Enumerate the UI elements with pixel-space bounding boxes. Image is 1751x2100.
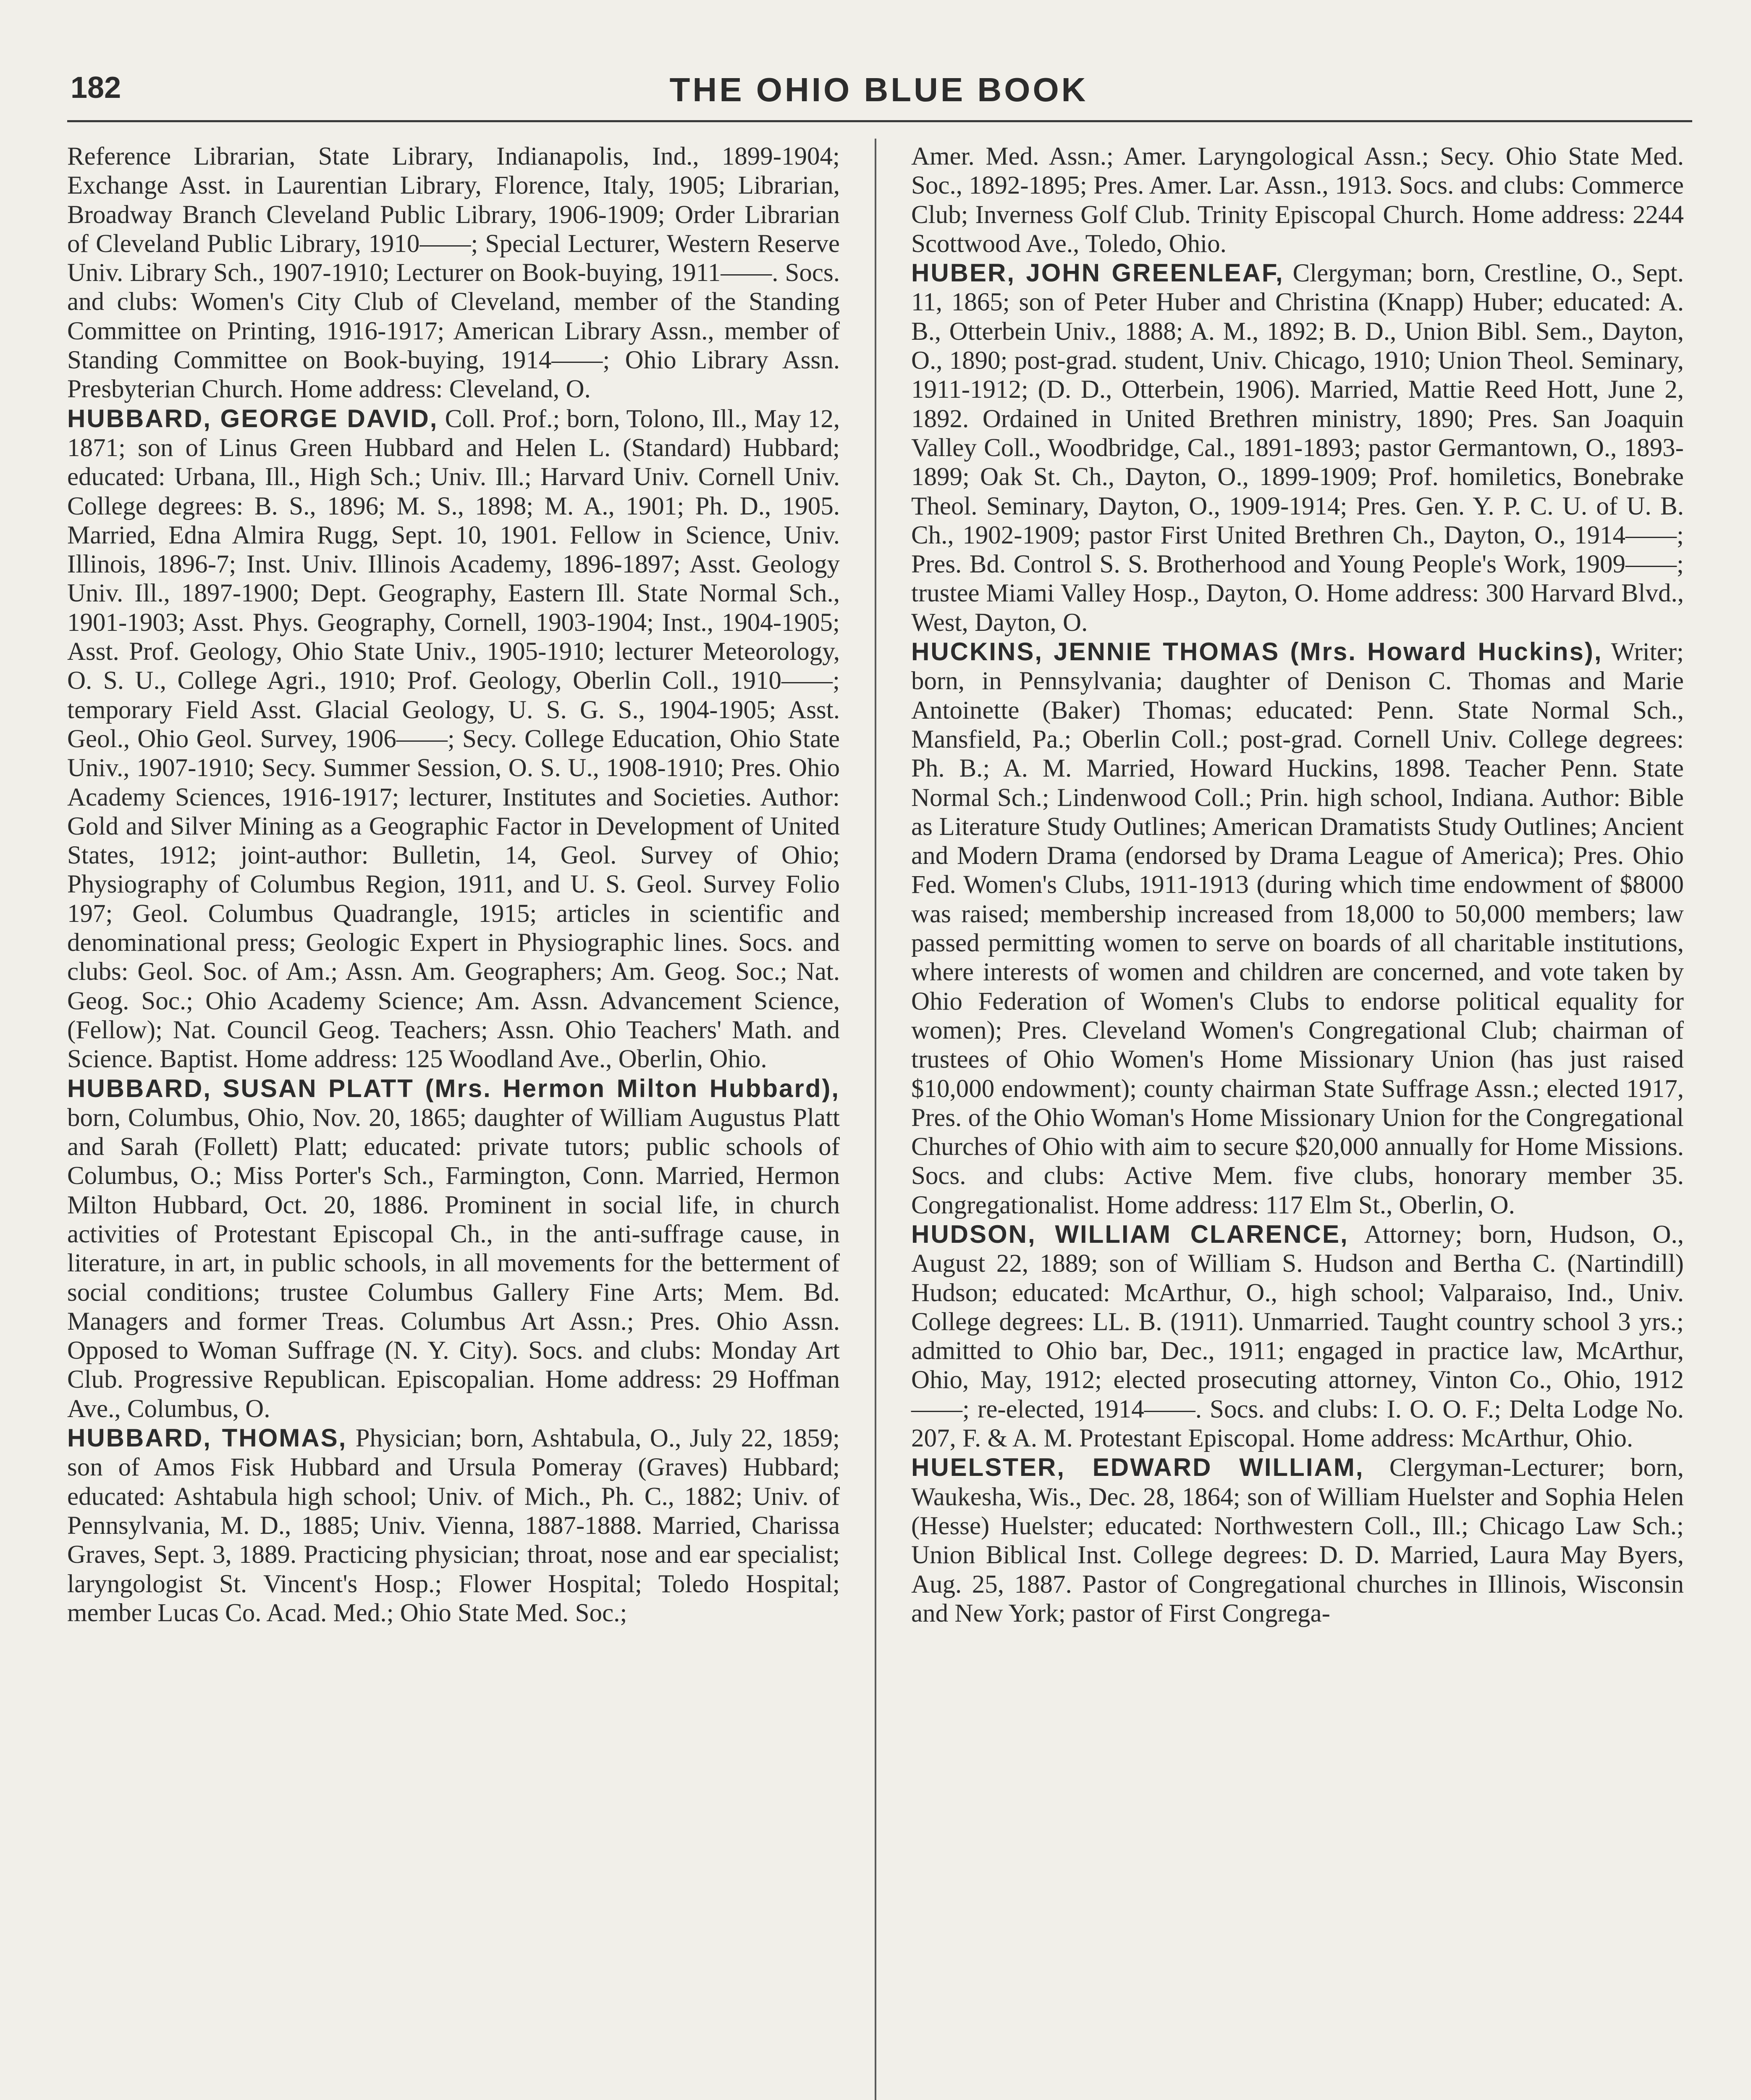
entry-hubbard-george-david [67,404,840,1074]
entry-name: HUBBARD, GEORGE DAVID, [67,404,438,433]
running-head: THE OHIO BLUE BOOK [669,71,1088,108]
entry-hubbard-thomas [67,1423,840,1628]
continuation-paragraph [911,142,1684,258]
entry-name: HUCKINS, JENNIE THOMAS (Mrs. Howard Huckins), [911,638,1603,666]
entry-huber-john-greenleaf [911,258,1684,637]
entry-huckins-jennie-thomas [911,637,1684,1220]
continuation-text: Amer. Med. Assn.; Amer. Laryngological Assn.; Secy. Ohio State Med. Soc., 1892-1895; Pres. Amer. Lar. Assn., 1913. Socs. and clubs: Commerce Club; Inverness Golf Club. Trinity Episcopal Church. Home address: 2244 Scottwood Ave., Toledo, Ohio. [911,142,1684,258]
entry-text: Clergyman; born, Crestline, O., Sept. 11, 1865; son of Peter Huber and Christina (Knapp) Huber; educated: A. B., Otterbein Univ., 1888; A. M., 1892; B. D., Union Bibl. Sem., Dayton, O., 1890; post-grad. student, Univ. Chicago, 1910; Union Theol. Seminary, 1911-1912; (D. D., Otterbein, 1906). Married, Mattie Reed Hott, June 2, 1892. Ordained in United Brethren ministry, 1890; Pres. San Joaquin Valley Coll., Woodbridge, Cal., 1891-1893; pastor Germantown, O., 1893-1899; Oak St. Ch., Dayton, O., 1899-1909; Prof. homiletics, Bonebrake Theol. Seminary, Dayton, O., 1909-1914; Pres. Gen. Y. P. C. U. of U. B. Ch., 1902-1909; pastor First United Brethren Ch., Dayton, O., 1914——; Pres. Bd. Control S. S. Brotherhood and Young People's Work, 1909——; trustee Miami Valley Hosp., Dayton, O. Home address: 300 Harvard Blvd., West, Dayton, O. [911,259,1684,637]
entry-name: HUBER, JOHN GREENLEAF, [911,259,1284,287]
entry-text: born, Columbus, Ohio, Nov. 20, 1865; daughter of William Augustus Platt and Sarah (Follett) Platt; educated: private tutors; public schools of Columbus, O.; Miss Porter's Sch., Farmington, Conn. Married, Hermon Milton Hubbard, Oct. 20, 1886. Prominent in social life, in church activities of Protestant Episcopal Ch., in the anti-suffrage cause, in literature, in art, in public schools, in all movements for the betterment of social conditions; trustee Columbus Gallery Fine Arts; Mem. Bd. Managers and former Treas. Columbus Art Assn.; Pres. Ohio Assn. Opposed to Woman Suffrage (N. Y. City). Socs. and clubs: Monday Art Club. Progressive Republican. Episcopalian. Home address: 29 Hoffman Ave., Columbus, O. [67,1103,840,1423]
entry-text: Attorney; born, Hudson, O., August 22, 1889; son of William S. Hudson and Bertha C. (Nartindill) Hudson; educated: McArthur, O., high school; Valparaiso, Ind., Univ. College degrees: LL. B. (1911). Unmarried. Taught country school 3 yrs.; admitted to Ohio bar, Dec., 1911; engaged in practice law, McArthur, Ohio, May, 1912; elected prosecuting attorney, Vinton Co., Ohio, 1912——; re-elected, 1914——. Socs. and clubs: I. O. O. F.; Delta Lodge No. 207, F. & A. M. Protestant Episcopal. Home address: McArthur, Ohio. [911,1220,1684,1453]
left-column [67,142,840,1628]
entry-huelster-edward-william [911,1453,1684,1628]
page-number: 182 [71,71,121,105]
entry-name: HUDSON, WILLIAM CLARENCE, [911,1220,1349,1248]
continuation-text: Reference Librarian, State Library, Indianapolis, Ind., 1899-1904; Exchange Asst. in Laurentian Library, Florence, Italy, 1905; Librarian, Broadway Branch Cleveland Public Library, 1906-1909; Order Librarian of Cleveland Public Library, 1910——; Special Lecturer, Western Reserve Univ. Library Sch., 1907-1910; Lecturer on Book-buying, 1911——. Socs. and clubs: Women's City Club of Cleveland, member of the Standing Committee on Printing, 1916-1917; American Library Assn., member of Standing Committee on Book-buying, 1914——; Ohio Library Assn. Presbyterian Church. Home address: Cleveland, O. [67,142,840,404]
entry-text: Writer; born, in Pennsylvania; daughter of Denison C. Thomas and Marie Antoinette (Baker) Thomas; educated: Penn. State Normal Sch., Mansfield, Pa.; Oberlin Coll.; post-grad. Cornell Univ. College degrees: Ph. B.; A. M. Married, Howard Huckins, 1898. Teacher Penn. State Normal Sch.; Lindenwood Coll.; Prin. high school, Indiana. Author: Bible as Literature Study Outlines; American Dramatists Study Outlines; Ancient and Modern Drama (endorsed by Drama League of America); Pres. Ohio Fed. Women's Clubs, 1911-1913 (during which time endowment of $8000 was raised; membership increased from 18,000 to 50,000 members; law passed permitting women to serve on boards of all charitable institutions, where interests of women and children are concerned, and vote taken by Ohio Federation of Women's Clubs to endorse political equality for women); Pres. Cleveland Women's Congregational Club; chairman of trustees of Ohio Women's Home Missionary Union (has just raised $10,000 endowment); county chairman State Suffrage Assn.; elected 1917, Pres. of the Ohio Woman's Home Missionary Union for the Congregational Churches of Ohio with aim to secure $20,000 annually for Home Missions. Socs. and clubs: Active Mem. five clubs, honorary member 35. Congregationalist. Home address: 117 Elm St., Oberlin, O. [911,638,1684,1219]
entry-hudson-william-clarence [911,1220,1684,1453]
entry-name: HUBBARD, SUSAN PLATT (Mrs. Hermon Milton Hubbard), [67,1074,840,1102]
right-column [911,142,1684,1628]
entry-name: HUBBARD, THOMAS, [67,1424,347,1452]
header-rule [67,120,1692,122]
entry-text: Coll. Prof.; born, Tolono, Ill., May 12, 1871; son of Linus Green Hubbard and Helen L. (Standard) Hubbard; educated: Urbana, Ill., High Sch.; Univ. Ill.; Harvard Univ. Cornell Univ. College degrees: B. S., 1896; M. S., 1898; M. A., 1901; Ph. D., 1905. Married, Edna Almira Rugg, Sept. 10, 1901. Fellow in Science, Univ. Illinois, 1896-7; Inst. Univ. Illinois Academy, 1896-1897; Asst. Geology Univ. Ill., 1897-1900; Dept. Geography, Eastern Ill. State Normal Sch., 1901-1903; Asst. Phys. Geography, Cornell, 1903-1904; Inst., 1904-1905; Asst. Prof. Geology, Ohio State Univ., 1905-1910; lecturer Meteorology, O. S. U., College Agri., 1910; Prof. Geology, Oberlin Coll., 1910——; temporary Field Asst. Glacial Geology, U. S. G. S., 1904-1905; Asst. Geol., Ohio Geol. Survey, 1906——; Secy. College Education, Ohio State Univ., 1907-1910; Secy. Summer Session, O. S. U., 1908-1910; Pres. Ohio Academy Sciences, 1916-1917; lecturer, Institutes and Societies. Author: Gold and Silver Mining as a Geographic Factor in Development of United States, 1912; joint-author: Bulletin, 14, Geol. Survey of Ohio; Physiography of Columbus Region, 1911, and U. S. Geol. Survey Folio 197; Geol. Columbus Quadrangle, 1915; articles in scientific and denominational press; Geologic Expert in Physiographic lines. Socs. and clubs: Geol. Soc. of Am.; Assn. Am. Geographers; Am. Geog. Soc.; Nat. Geog. Soc.; Ohio Academy Science; Am. Assn. Advancement Science, (Fellow); Nat. Council Geog. Teachers; Assn. Ohio Teachers' Math. and Science. Baptist. Home address: 125 Woodland Ave., Oberlin, Ohio. [67,404,840,1074]
entry-name: HUELSTER, EDWARD WILLIAM, [911,1453,1364,1482]
entry-text: Clergyman-Lecturer; born, Waukesha, Wis., Dec. 28, 1864; son of William Huelster and Sophia Helen (Hesse) Huelster; educated: Northwestern Coll., Ill.; Chicago Law Sch.; Union Biblical Inst. College degrees: D. D. Married, Laura May Byers, Aug. 25, 1887. Pastor of Congregational churches in Illinois, Wisconsin and New York; pastor of First Congrega- [911,1454,1684,1628]
entry-hubbard-susan-platt [67,1074,840,1424]
page-header [71,71,1687,117]
entry-text: Physician; born, Ashtabula, O., July 22, 1859; son of Amos Fisk Hubbard and Ursula Pomeray (Graves) Hubbard; educated: Ashtabula high school; Univ. of Mich., Ph. C., 1882; Univ. of Pennsylvania, M. D., 1885; Univ. Vienna, 1887-1888. Married, Charissa Graves, Sept. 3, 1889. Practicing physician; throat, nose and ear specialist; laryngologist St. Vincent's Hosp.; Flower Hospital; Toledo Hospital; member Lucas Co. Acad. Med.; Ohio State Med. Soc.; [67,1424,840,1627]
continuation-paragraph [67,142,840,404]
column-divider [875,139,876,2100]
